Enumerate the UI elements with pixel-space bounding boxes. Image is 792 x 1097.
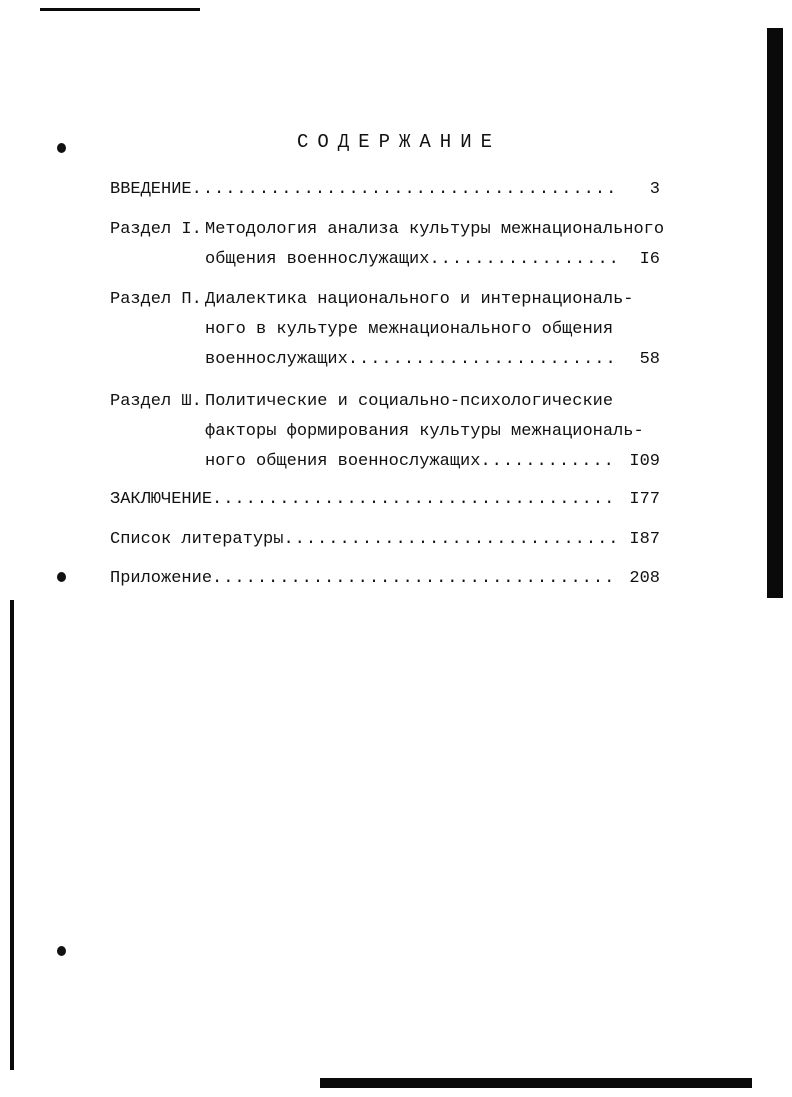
- toc-entry-appendix: [110, 569, 660, 591]
- toc-page-number: 3: [649, 180, 660, 199]
- toc-page-number: 208: [629, 569, 660, 588]
- toc-label: Приложение: [110, 569, 213, 588]
- toc-entry-section-2-line1: [110, 290, 633, 309]
- toc-leader-dots: [429, 250, 618, 269]
- scan-edge-top-left: [40, 8, 200, 11]
- section-title-line: ного общения военнослужащих: [205, 452, 481, 471]
- toc-entry-section-3-line3: [205, 452, 660, 474]
- toc-page-number: I6: [639, 250, 660, 269]
- toc-label: ЗАКЛЮЧЕНИЕ: [110, 490, 213, 509]
- section-title-line: Политические и социально-психологические: [205, 392, 614, 411]
- toc-entry-intro: [110, 180, 660, 202]
- toc-leader-dots: [283, 530, 618, 549]
- toc-leader-dots: [348, 350, 618, 369]
- toc-entry-section-2-line2: [205, 320, 613, 339]
- toc-leader-dots: [480, 452, 618, 471]
- section-prefix: Раздел I.: [110, 220, 202, 239]
- section-title-line: Методология анализа культуры межнационального: [205, 220, 665, 239]
- toc-page-number: I09: [629, 452, 660, 471]
- toc-leader-dots: [192, 180, 618, 199]
- punch-hole-dot: [57, 946, 66, 956]
- scan-edge-right: [767, 28, 783, 598]
- section-title-line: ного в культуре межнационального общения: [205, 320, 614, 339]
- toc-label: ВВЕДЕНИЕ: [110, 180, 192, 199]
- section-title-line: факторы формирования культуры межнациональ-: [205, 422, 644, 441]
- toc-entry-section-2-line3: [205, 350, 660, 372]
- toc-leader-dots: [212, 569, 618, 588]
- toc-label: Список литературы: [110, 530, 284, 549]
- punch-hole-dot: [57, 572, 66, 582]
- page-title: СОДЕРЖАНИЕ: [296, 131, 502, 153]
- toc-entry-section-3-line2: [205, 422, 644, 441]
- section-title-line: военнослужащих: [205, 350, 348, 369]
- toc-entry-section-1-line1: [110, 220, 664, 239]
- toc-entry-conclusion: [110, 490, 660, 512]
- section-prefix: Раздел Ш.: [110, 392, 202, 411]
- section-title-line: Диалектика национального и интернациональ-: [205, 290, 634, 309]
- toc-leader-dots: [212, 490, 618, 509]
- section-title-line: общения военнослужащих: [205, 250, 430, 269]
- section-prefix: Раздел П.: [110, 290, 202, 309]
- toc-page-number: I87: [629, 530, 660, 549]
- scan-edge-bottom: [320, 1078, 752, 1088]
- toc-entry-section-1-line2: [205, 250, 660, 272]
- toc-entry-section-3-line1: [110, 392, 613, 411]
- toc-page-number: I77: [629, 490, 660, 509]
- scan-edge-left: [10, 600, 14, 1070]
- toc-page-number: 58: [639, 350, 660, 369]
- toc-entry-references: [110, 530, 660, 552]
